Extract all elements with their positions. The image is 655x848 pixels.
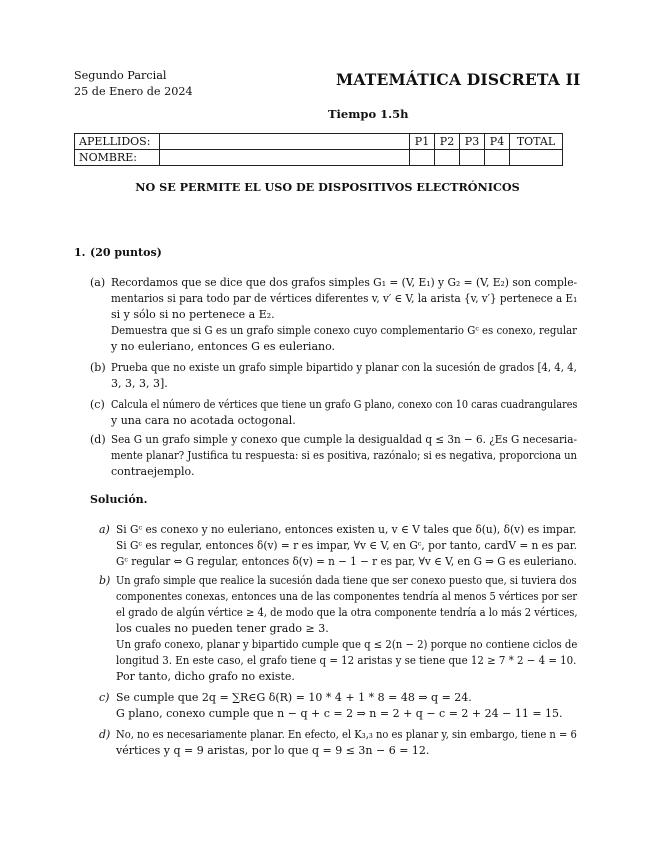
surname-field[interactable] — [160, 134, 410, 150]
solution-b-line: el grado de algún vértice ≥ 4, de modo que la otra componente tendría a lo más 2 vértices, — [116, 606, 578, 619]
col-p2: P2 — [435, 134, 460, 150]
col-p3: P3 — [460, 134, 485, 150]
part-a-line: y no euleriano, entonces G es euleriano. — [111, 340, 336, 353]
part-a-line: si y sólo si no pertenece a E₂. — [111, 308, 275, 321]
problem-number: 1. — [74, 246, 86, 259]
solution-b-line: los cuales no pueden tener grado ≥ 3. — [116, 622, 329, 635]
name-label: NOMBRE: — [75, 150, 160, 166]
part-c-line: Calcula el número de vértices que tiene un grafo G plano, conexo con 10 caras cuadrangulares — [111, 398, 578, 411]
problem-points: (20 puntos) — [90, 246, 162, 259]
solution-b-line: longitud 3. En este caso, el grafo tiene q = 12 aristas y se tiene que 12 ≥ 7 * 2 − 4 = 10. — [116, 654, 577, 667]
exam-time: Tiempo 1.5h — [328, 107, 409, 121]
col-p4: P4 — [485, 134, 510, 150]
solution-b-line: componentes conexas, entonces una de las componentes tendría al menos 5 vértices por ser — [116, 590, 578, 603]
solution-c-line: G plano, conexo cumple que n − q + c = 2 ⇒ n = 2 + q − c = 2 + 24 − 11 = 15. — [116, 707, 563, 720]
name-row — [75, 150, 563, 166]
score-p4[interactable] — [485, 150, 510, 166]
part-b-label: (b) — [90, 361, 106, 374]
solution-a-line: Si Gᶜ es regular, entonces δ(v) = r es impar, ∀v ∈ V, en Gᶜ, por tanto, cardV = n es par. — [116, 539, 578, 552]
part-d-line: mente planar? Justifica tu respuesta: si es positiva, razónalo; si es negativa, proporciona un — [111, 449, 578, 462]
solution-a-line: Si Gᶜ es conexo y no euleriano, entonces existen u, v ∈ V tales que δ(u), δ(v) es impar. — [116, 523, 577, 536]
part-d-line: Sea G un grafo simple y conexo que cumple la desigualdad q ≤ 3n − 6. ¿Es G necesaria- — [111, 433, 577, 446]
solution-d-label: d) — [99, 728, 111, 741]
header-left — [74, 68, 193, 100]
surname-label: APELLIDOS: — [75, 134, 160, 150]
solution-b-line: Un grafo simple que realice la sucesión dada tiene que ser conexo puesto que, si tuviera dos — [116, 574, 577, 587]
part-d-label: (d) — [90, 433, 106, 446]
student-id-table — [74, 133, 563, 166]
part-a-label: (a) — [90, 276, 106, 289]
part-b-line: 3, 3, 3, 3]. — [111, 377, 168, 390]
solution-c-label: c) — [99, 691, 110, 704]
electronics-notice: NO SE PERMITE EL USO DE DISPOSITIVOS ELECTRÓNICOS — [135, 180, 520, 194]
name-field[interactable] — [160, 150, 410, 166]
solution-d-line: vértices y q = 9 aristas, por lo que q = 9 ≤ 3n − 6 = 12. — [116, 744, 430, 757]
score-p1[interactable] — [410, 150, 435, 166]
part-a-line: Demuestra que si G es un grafo simple conexo cuyo complementario Gᶜ es conexo, regular — [111, 324, 577, 337]
solution-b-label: b) — [99, 574, 111, 587]
solution-c-line: Se cumple que 2q = ∑R∈G δ(R) = 10 * 4 + 1 * 8 = 48 ⇒ q = 24. — [116, 691, 472, 704]
part-a-line: mentarios si para todo par de vértices diferentes v, v′ ∈ V, la arista {v, v′} pertenece a E₁ — [111, 292, 578, 305]
score-p2[interactable] — [435, 150, 460, 166]
part-c-line: y una cara no acotada octogonal. — [111, 414, 296, 427]
part-b-line: Prueba que no existe un grafo simple bipartido y planar con la sucesión de grados [4, 4, 4, — [111, 361, 577, 374]
score-total[interactable] — [510, 150, 563, 166]
col-total: TOTAL — [510, 134, 563, 150]
exam-title: MATEMÁTICA DISCRETA II — [336, 70, 581, 89]
part-a-line: Recordamos que se dice que dos grafos simples G₁ = (V, E₁) y G₂ = (V, E₂) son comple- — [111, 276, 578, 289]
solution-b-line: Un grafo conexo, planar y bipartido cumple que q ≤ 2(n − 2) porque no contiene ciclos de — [116, 638, 578, 651]
solution-a-label: a) — [99, 523, 110, 536]
solution-b-line: Por tanto, dicho grafo no existe. — [116, 670, 295, 683]
part-c-label: (c) — [90, 398, 105, 411]
surname-row — [75, 134, 563, 150]
solution-heading: Solución. — [90, 493, 148, 506]
solution-d-line: No, no es necesariamente planar. En efecto, el K₃,₃ no es planar y, sin embargo, tiene n = 6 — [116, 728, 577, 741]
solution-a-line: Gᶜ regular ⇔ G regular, entonces δ(v) = n − 1 − r es par, ∀v ∈ V, en G ⇒ G es euleriano. — [116, 555, 577, 568]
col-p1: P1 — [410, 134, 435, 150]
exam-type: Segundo Parcial — [74, 69, 167, 82]
exam-date: 25 de Enero de 2024 — [74, 85, 193, 98]
score-p3[interactable] — [460, 150, 485, 166]
part-d-line: contraejemplo. — [111, 465, 195, 478]
